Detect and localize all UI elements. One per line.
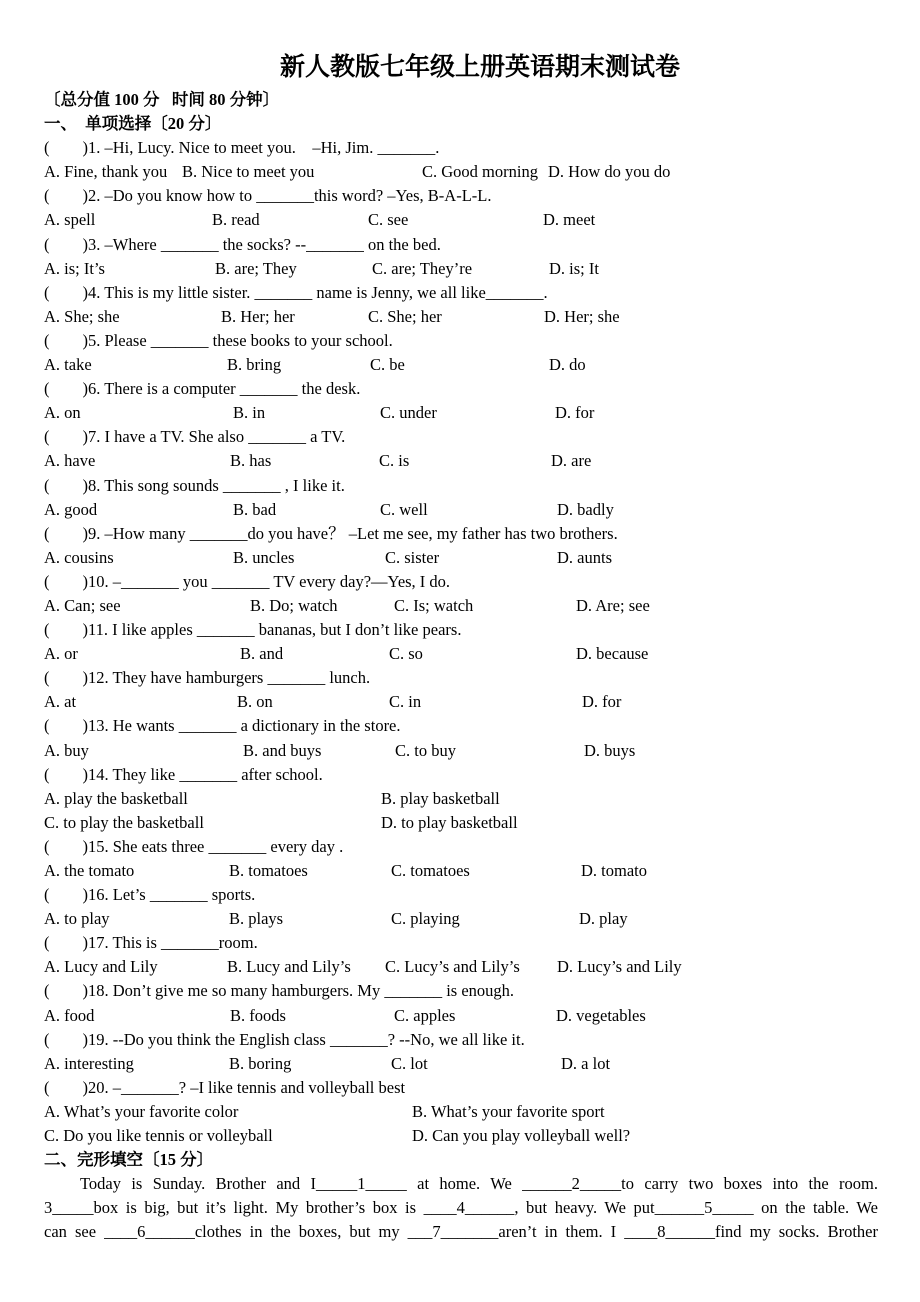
answer-option: B. in (233, 403, 266, 423)
question-stem: ( )4. This is my little sister. _______ name is Jenny, we all like_______. (44, 282, 548, 302)
answer-option: D. badly (557, 499, 614, 519)
answer-option: A. Lucy and Lily (44, 957, 158, 977)
options-row (44, 859, 878, 883)
answer-option: A. on (44, 403, 81, 423)
answer-option: A. good (44, 499, 98, 519)
exam-document (44, 48, 878, 1245)
answer-option: B. Lucy and Lily’s (227, 957, 351, 977)
passage-line: can see ____6______clothes in the boxes, but my ___7_______aren’t in them. I ____8______find my socks. Brother (44, 1222, 878, 1242)
answer-option: B. and buys (243, 740, 322, 760)
answer-option: C. playing (391, 909, 460, 929)
options-row (44, 546, 878, 570)
options-row (44, 642, 878, 666)
answer-option: B. bring (227, 355, 282, 375)
answer-option: A. Can; see (44, 595, 121, 615)
answer-option: D. tomato (581, 861, 647, 880)
answer-option: A. at (44, 692, 77, 712)
question-stem: ( )7. I have a TV. She also _______ a TV. (44, 427, 346, 447)
options-row (44, 1100, 878, 1124)
answer-option: C. apples (394, 1005, 456, 1025)
answer-option: C. Do you like tennis or volleyball (44, 1126, 273, 1146)
answer-option: C. be (370, 355, 405, 375)
answer-option: B. Do; watch (250, 595, 338, 615)
answer-option: D. do (549, 355, 586, 375)
answer-option: B. foods (230, 1005, 286, 1025)
answer-option: A. interesting (44, 1053, 134, 1073)
answer-option: C. lot (391, 1053, 428, 1073)
exam-meta: 〔总分值 100 分 时间 80 分钟〕 (44, 90, 280, 109)
options-row (44, 449, 878, 473)
options-row (44, 907, 878, 931)
answer-option: D. for (582, 692, 622, 712)
answer-option: A. She; she (44, 306, 120, 326)
answer-option: A. is; It’s (44, 258, 105, 278)
question-stem: ( )1. –Hi, Lucy. Nice to meet you. –Hi, Jim. _______. (44, 138, 440, 158)
question-stem: ( )16. Let’s _______ sports. (44, 885, 256, 905)
options-row (44, 305, 878, 329)
answer-option: A. the tomato (44, 861, 135, 880)
answer-option: D. Her; she (544, 306, 620, 326)
answer-option: A. Fine, thank you (44, 162, 168, 182)
answer-option: C. to play the basketball (44, 812, 204, 832)
answer-option: A. food (44, 1005, 95, 1025)
answer-option: B. Nice to meet you (182, 162, 315, 182)
answer-option: C. sister (385, 547, 440, 567)
answer-option: D. How do you do (548, 162, 671, 182)
options-row (44, 1004, 878, 1028)
answer-option: C. to buy (395, 740, 456, 760)
question-stem: ( )8. This song sounds _______ , I like it. (44, 475, 345, 495)
options-row (44, 1124, 878, 1148)
answer-option: D. for (555, 403, 595, 423)
answer-option: B. has (230, 451, 272, 471)
answer-option: B. What’s your favorite sport (412, 1101, 605, 1121)
answer-option: B. and (240, 644, 284, 664)
passage-line: Today is Sunday. Brother and I_____1_____ at home. We ______2_____to carry two boxes into the room. (80, 1174, 878, 1194)
answer-option: D. buys (584, 740, 636, 760)
options-row (44, 160, 878, 184)
options-row (44, 594, 878, 618)
answer-option: A. to play (44, 909, 110, 929)
question-stem: ( )5. Please _______ these books to your school. (44, 330, 393, 350)
answer-option: A. What’s your favorite color (44, 1101, 239, 1121)
answer-option: D. to play basketball (381, 812, 518, 832)
answer-option: A. buy (44, 740, 89, 760)
question-stem: ( )18. Don’t give me so many hamburgers. My _______ is enough. (44, 981, 515, 1001)
question-stem: ( )11. I like apples _______ bananas, but I don’t like pears. (44, 620, 462, 640)
answer-option: C. Is; watch (394, 595, 474, 615)
question-stem: ( )10. –_______ you _______ TV every day?—Yes, I do. (44, 571, 451, 591)
answer-option: C. under (380, 403, 437, 423)
answer-option: A. or (44, 644, 78, 664)
answer-option: D. Lucy’s and Lily (557, 957, 682, 977)
options-row (44, 1052, 878, 1076)
options-row (44, 811, 878, 835)
answer-option: B. on (237, 692, 273, 712)
question-stem: ( )15. She eats three _______ every day . (44, 836, 344, 856)
answer-option: B. tomatoes (229, 861, 308, 880)
answer-option: C. so (389, 644, 423, 664)
options-row (44, 401, 878, 425)
options-row (44, 353, 878, 377)
page-title: 新人教版七年级上册英语期末测试卷 (279, 54, 680, 81)
question-stem: ( )6. There is a computer _______ the desk. (44, 379, 361, 399)
cloze-passage (44, 1172, 878, 1244)
answer-option: D. are (551, 451, 592, 471)
answer-option: D. aunts (557, 547, 612, 567)
answer-option: C. see (368, 210, 409, 230)
options-row (44, 498, 878, 522)
answer-option: B. uncles (233, 547, 295, 567)
answer-option: C. are; They’re (372, 258, 473, 278)
answer-option: D. a lot (561, 1053, 611, 1073)
answer-option: B. play basketball (381, 788, 500, 808)
options-row (44, 955, 878, 979)
options-row (44, 208, 878, 232)
answer-option: B. bad (233, 499, 277, 519)
question-stem: ( )2. –Do you know how to _______this word? –Yes, B-A-L-L. (44, 186, 492, 206)
answer-option: D. play (579, 909, 628, 929)
section-heading: 一、 单项选择〔20 分〕 (44, 114, 222, 134)
answer-option: C. well (380, 499, 428, 519)
question-stem: ( )17. This is _______room. (44, 933, 258, 953)
answer-option: D. vegetables (556, 1005, 646, 1025)
answer-option: A. play the basketball (44, 788, 188, 808)
answer-option: D. is; It (549, 258, 599, 278)
question-list (44, 136, 878, 1148)
options-row (44, 739, 878, 763)
answer-option: A. spell (44, 210, 96, 230)
section-heading: 二、完形填空〔15 分〕 (44, 1150, 214, 1170)
options-row (44, 257, 878, 281)
answer-option: C. Lucy’s and Lily’s (385, 957, 520, 977)
question-stem: ( )12. They have hamburgers _______ lunch. (44, 668, 371, 688)
answer-option: A. have (44, 451, 96, 471)
answer-option: C. in (389, 692, 422, 712)
options-row (44, 787, 878, 811)
answer-option: B. Her; her (221, 306, 295, 326)
answer-option: B. plays (229, 909, 284, 929)
answer-option: C. She; her (368, 306, 442, 326)
answer-option: D. meet (543, 210, 596, 230)
passage-line: 3_____box is big, but it’s light. My brother’s box is ____4______, but heavy. We put______5_____ on the table. We (44, 1198, 878, 1218)
answer-option: D. Are; see (576, 595, 650, 615)
question-stem: ( )20. –_______? –I like tennis and volleyball best (44, 1077, 406, 1097)
question-stem: ( )19. --Do you think the English class _______? --No, we all like it. (44, 1029, 525, 1049)
options-row (44, 690, 878, 714)
answer-option: A. take (44, 355, 92, 375)
answer-option: C. is (379, 451, 410, 471)
answer-option: D. because (576, 644, 649, 664)
answer-option: C. tomatoes (391, 861, 470, 880)
answer-option: D. Can you play volleyball well? (412, 1126, 631, 1146)
answer-option: B. are; They (215, 258, 297, 278)
question-stem: ( )13. He wants _______ a dictionary in the store. (44, 716, 401, 736)
answer-option: B. read (212, 210, 260, 230)
answer-option: B. boring (229, 1053, 292, 1073)
answer-option: A. cousins (44, 547, 114, 567)
question-stem: ( )9. –How many _______do you have？ –Let me see, my father has two brothers. (44, 523, 618, 543)
question-stem: ( )3. –Where _______ the socks? --_______ on the bed. (44, 234, 441, 254)
answer-option: C. Good morning (422, 162, 538, 182)
question-stem: ( )14. They like _______ after school. (44, 764, 323, 784)
